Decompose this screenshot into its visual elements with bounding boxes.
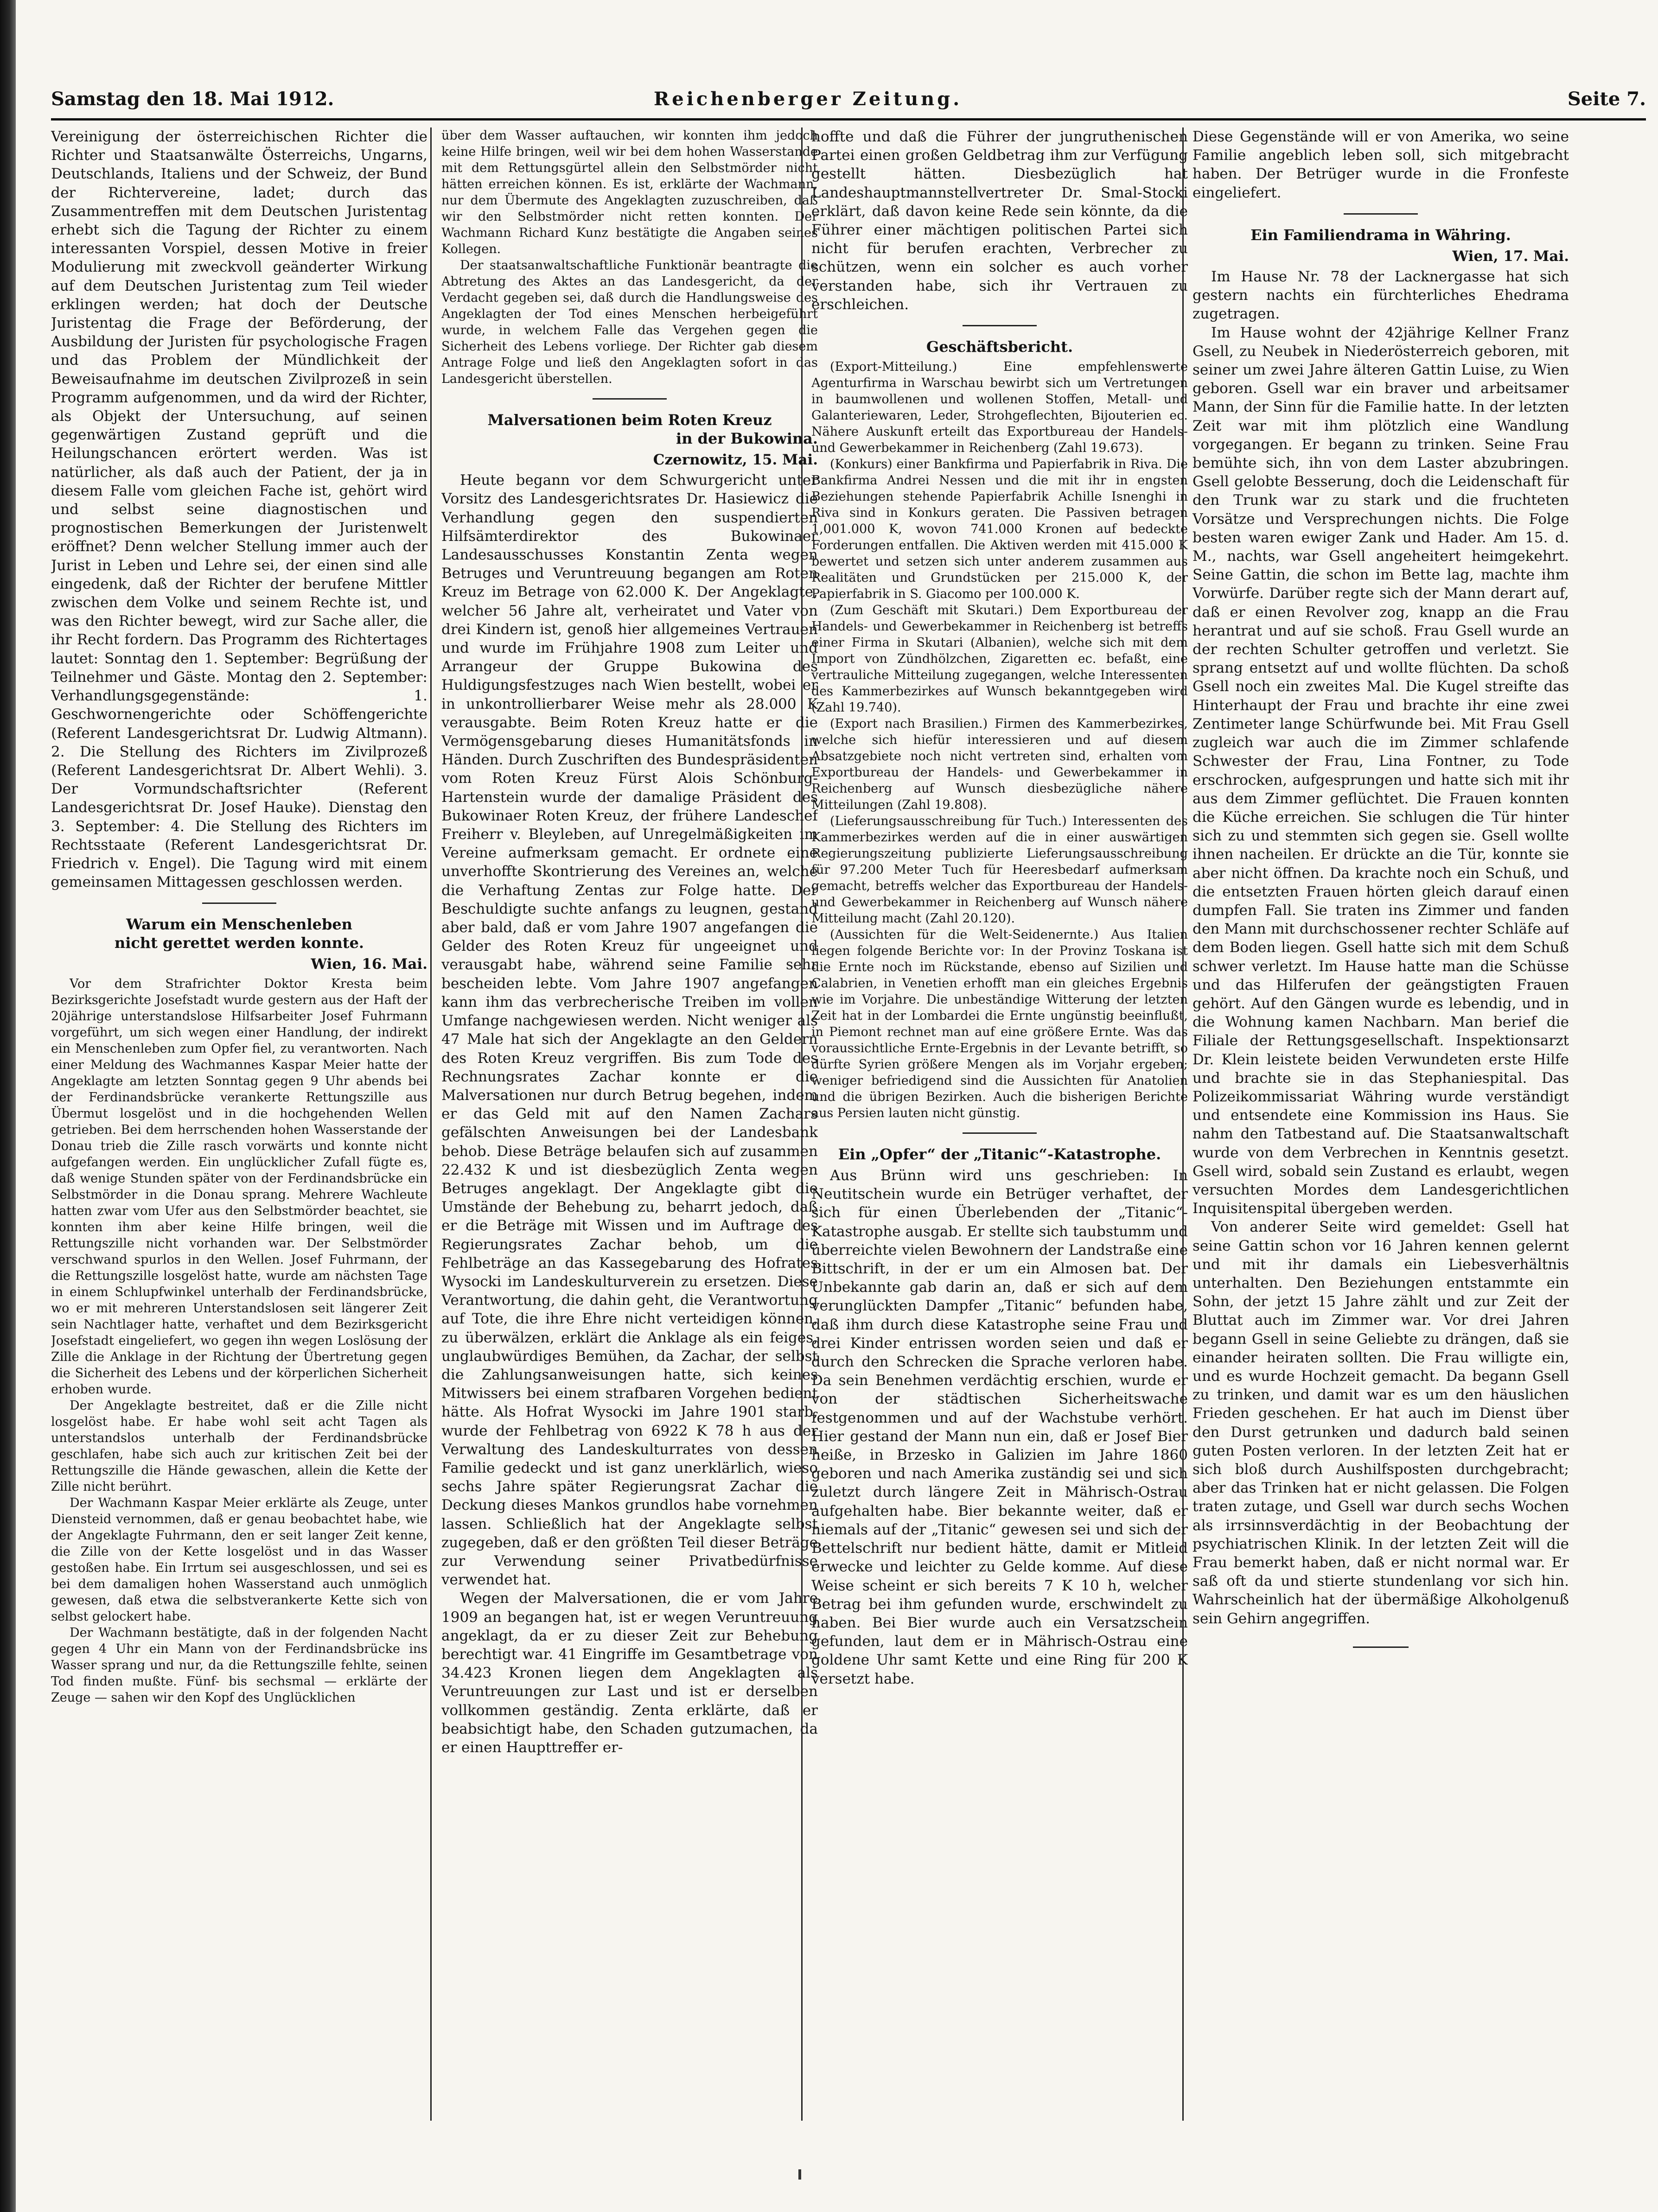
article-separator	[1344, 213, 1418, 215]
column-4	[1192, 127, 1569, 2139]
article-text: Vor dem Strafrichter Doktor Kresta beim Bezirksgerichte Josefstadt wurde gestern aus der Haft der 20jährige unterstandslose Hilfsarbeiter Josef Fuhrmann vorgeführt, um sich wegen einer Handlung, der indirekt ein Menschenleben zum Opfer fiel, zu verantworten. Nach einer Meldung des Wachmannes Kaspar Meier hatte der Angeklagte am letzten Sonntag gegen 9 Uhr abends bei der Ferdinandsbrücke verankerte Rettungszille aus Übermut losgelöst und in die hochgehenden Wellen getrieben. Bei dem herrschenden hohen Wasserstande der Donau trieb die Zille rasch vorwärts und konnte nicht aufgefangen werden. Ein unglücklicher Zufall fügte es, daß wenige Stunden später von der Ferdinandsbrücke ein Selbstmörder in die Donau sprang. Mehrere Wachleute hatten zwar vom Ufer aus den Selbstmörder beachtet, sie konnten ihm aber keine Hilfe bringen, weil die Rettungszille nicht vorhanden war. Der Selbstmörder verschwand spurlos in den Wellen. Josef Fuhrmann, der die Rettungszille losgelöst hatte, wurde am nächsten Tage in einem Schlupfwinkel unterhalb der Ferdinandsbrücke, wo er mit mehreren Unterstandslosen seit längerer Zeit sein Nachtlager hatte, verhaftet und dem Bezirksgericht Josefstadt eingeliefert, wo gegen ihn wegen Loslösung der Zille die Anklage in der Richtung der Übertretung gegen die Sicherheit des Lebens und der körperlichen Sicherheit erhoben wurde.	[51, 976, 427, 1397]
article-text: hoffte und daß die Führer der jungruthenischen Partei einen großen Geldbetrag ihm zur Verfügung gestellt hätten. Diesbezüglich hat Landeshauptmannstellvertreter Dr. Smal-Stocki erklärt, daß davon keine Rede sein könnte, da die Führer einer mächtigen politischen Partei sich nicht für berufen erachten, Verbrecher zu schützen, wenn ein solcher es auch vorher verstanden habe, sich ihr Vertrauen zu erschleichen.	[811, 128, 1188, 313]
article-text: Vereinigung der österreichischen Richter die Richter und Staatsanwälte Österreichs, Ungarns, Deutschlands, Italiens und der Schweiz, der Bund der Richtervereine, ladet; durch das Zusammentreffen mit dem Deutschen Juristentag erhebt sich die Tagung der Richter zu einem interessanten Vorspiel, dessen Motive in freier Modulierung mit zweckvoll geänderter Wirkung auf dem Deutschen Juristentag zum Teil wieder erklingen werden; hat doch der Deutsche Juristentag die Frage der Beförderung, der Ausbildung der Juristen für psychologische Fragen und das Problem der Mündlichkeit der Beweisaufnahme im deutschen Zivilprozeß in sein Programm aufgenommen, und da wird der Richter, als Objekt der Untersuchung, auf seinen gegenwärtigen Zustand geprüft und die Heilungschancen erörtert werden. Was ist natürlicher, als daß auch der Patient, der ja in diesem Falle vom gleichen Fache ist, gehört wird und selbst seine diagnostischen und prognostischen Bemerkungen der Juristenwelt eröffnet? Denn welcher Stellung immer auch der Jurist in Leben und Lehre sei, der einen sind alle eingedenk, daß der Richter der berufene Mittler zwischen dem Volke und seinem Rechte ist, und was den Richter bewegt, wird zur Sache aller, die ihr Recht fordern. Das Programm des Richtertages lautet: Sonntag den 1. September: Begrüßung der Teilnehmer und Gäste. Montag den 2. September: Verhandlungsgegenstände: 1. Geschwornengerichte oder Schöffengerichte (Referent Landesgerichtsrat Dr. Ludwig Altmann). 2. Die Stellung des Richters im Zivilprozeß (Referent Landesgerichtsrat Dr. Albert Wehli). 3. Der Vormundschaftsrichter (Referent Landesgerichtsrat Dr. Josef Hauke). Dienstag den 3. September: 4. Die Stellung des Richters im Rechtsstaate (Referent Landesgerichtsrat Dr. Friedrich v. Engel). Die Tagung wird mit einem gemeinsamen Mittagessen geschlossen werden.	[51, 128, 427, 891]
article-separator	[963, 325, 1037, 326]
article-text: Im Hause Nr. 78 der Lacknergasse hat sich gestern nachts ein fürchterliches Ehedrama zugetragen.	[1192, 268, 1569, 323]
article-separator	[202, 903, 276, 904]
article-headline	[441, 411, 818, 448]
article-headline	[51, 915, 427, 952]
column-2	[441, 127, 818, 2139]
article-text: Heute begann vor dem Schwurgericht unter Vorsitz des Landesgerichtsrates Dr. Hasiewicz die Verhandlung gegen den suspendierten Hilfsämterdirektor des Bukowinaer Landesausschusses Konstantin Zenta wegen Betruges und Veruntreuung begangen am Roten Kreuz im Betrage von 62.000 K. Der Angeklagte, welcher 56 Jahre alt, verheiratet und Vater von drei Kindern ist, genoß hier allgemeines Vertrauen und wurde im Frühjahre 1908 zum Leiter und Arrangeur der Gruppe Bukowina des Huldigungsfestzuges nach Wien bestellt, wobei er in unkontrollierbarer Weise mehr als 28.000 K verausgabte. Beim Roten Kreuz hatte er die Vermögensgebarung dieses Humanitätsfonds in Händen. Durch Zuschriften des Bundespräsidenten vom Roten Kreuz Fürst Alois Schönburg-Hartenstein wurde der damalige Präsident des Bukowinaer Roten Kreuz, der frühere Landeschef Freiherr v. Bleyleben, auf Unregelmäßigkeiten im Vereine aufmerksam gemacht. Er ordnete eine unverhoffte Skontrierung des Vereines an, welche die Verhaftung Zentas zur Folge hatte. Der Beschuldigte suchte anfangs zu leugnen, gestand aber bald, daß er vom Jahre 1907 angefangen die Gelder des Roten Kreuz für ungeeignet und verausgabt habe, während seine Familie sehr bescheiden lebte. Vom Jahre 1907 angefangen kann ihm das verbrecherische Treiben im vollen Umfange nachgewiesen werden. Nicht weniger als 47 Male hat sich der Angeklagte an den Geldern des Roten Kreuz vergriffen. Bis zum Tode des Rechnungsrates Zachar konnte er die Malversationen nur durch Betrug begehen, indem er das Geld mit auf den Namen Zachars gefälschten Anweisungen bei der Landesbank behob. Diese Beträge belaufen sich auf zusammen 22.432 K und ist diesbezüglich Zenta wegen Betruges angeklagt. Der Angeklagte gibt die Umstände der Behebung zu, beharrt jedoch, daß er die Beträge mit Wissen und im Auftrage des Regierungsrates Zachar behob, um die Fehlbeträge an das Kassegebarung des Hofrates Wysocki im Landeskulturverein zu ersetzen. Diese Verantwortung, die dahin geht, die Verantwortung auf Tote, die ihre Ehre nicht verteidigen können, zu überwälzen, erklärt die Anklage als ein feiges, unglaubwürdiges Bemühen, da Zachar, der selbst die Zahlungsanweisungen hatte, sich keines Mitwissers bei einem strafbaren Vorgehen bedient hätte. Als Hofrat Wysocki im Jahre 1901 starb, wurde der Fehlbetrag von 6922 K 78 h aus der Verwaltung des Landeskulturrates von dessen Familie gedeckt und ist ganz unerklärlich, wieso sechs Jahre später Regierungsrat Zachar die Deckung dieses Mankos grundlos habe vornehmen lassen. Schließlich hat der Angeklagte selbst zugegeben, daß er den größten Teil dieser Beträge zur Verwendung seiner Privatbedürfnisse verwendet hat.	[441, 472, 818, 1589]
dateline: Wien, 16. Mai.	[311, 956, 427, 973]
bottom-mark	[798, 2169, 801, 2180]
article-headline: Ein „Opfer“ der „Titanic“-Katastrophe.	[838, 1145, 1161, 1163]
article-separator	[963, 1132, 1037, 1134]
business-item: (Export nach Brasilien.) Firmen des Kammerbezirkes, welche sich hiefür interessieren und auf diesem Absatzgebiete noch nicht vertreten sind, erhalten vom Exportbureau der Handels- und Gewerbekammer in Reichenberg auf Wunsch diesbezügliche nähere Mitteilungen (Zahl 19.808).	[811, 717, 1188, 813]
headline-line-2: nicht gerettet werden konnte.	[114, 934, 364, 952]
article-body-small	[51, 976, 427, 1706]
article-body-small	[441, 127, 818, 387]
article-text: Der Wachmann bestätigte, daß in der folgenden Nacht gegen 4 Uhr ein Mann von der Ferdinandsbrücke ins Wasser sprang und nur, da die Rettungszille fehlte, seinen Tod finden mußte. Fünf- bis sechsmal — erklärte der Zeuge — sahen wir den Kopf des Unglücklichen	[51, 1625, 427, 1705]
column-1	[51, 127, 427, 2139]
article-text: Diese Gegenstände will er von Amerika, wo seine Familie angeblich leben soll, sich mitgebracht haben. Der Betrüger wurde in die Fronfeste eingeliefert.	[1192, 128, 1569, 201]
headline-line-2: in der Bukowina.	[676, 430, 818, 447]
page-binding-edge	[0, 0, 16, 2212]
article-text: Der Wachmann Kaspar Meier erklärte als Zeuge, unter Diensteid vernommen, daß er genau beobachtet habe, wie der Angeklagte Fuhrmann, den er seit langer Zeit kenne, die Zille von der Kette losgelöst und in das Wasser gestoßen habe. Ein Irrtum sei ausgeschlossen, und sei es bei dem damaligen hohen Wasserstand auch unmöglich gewesen, daß etwa die selbstverankerte Kette sich von selbst gelockert habe.	[51, 1495, 427, 1624]
column-3	[811, 127, 1188, 2139]
business-report	[811, 359, 1188, 1121]
article-text: Der staatsanwaltschaftliche Funktionär beantragte die Abtretung des Aktes an das Landesgericht, da der Verdacht gegeben sei, daß durch die Handlungsweise des Angeklagten der Tod eines Menschen herbeigeführt wurde, in welchem Falle das Vergehen gegen die Sicherheit des Lebens vorliege. Der Richter gab diesem Antrage Folge und ließ den Angeklagten sofort in das Landesgericht überstellen.	[441, 258, 818, 386]
business-item: (Lieferungsausschreibung für Tuch.) Interessenten des Kammerbezirkes werden auf die in einer auswärtigen Regierungszeitung publizierte Lieferungsausschreibung für 97.200 Meter Tuch für Heeresbedarf aufmerksam gemacht, betreffs welcher das Exportbureau der Handels- und Gewerbekammer in Reichenberg auf Wunsch nähere Mitteilung macht (Zahl 20.120).	[811, 814, 1188, 926]
headline-line-1: Malversationen beim Roten Kreuz	[487, 411, 772, 429]
masthead-rule	[51, 118, 1646, 121]
masthead	[51, 88, 1646, 121]
headline-line-1: Warum ein Menschenleben	[126, 915, 352, 934]
column-rule	[430, 127, 432, 2121]
newspaper-title: Reichenberger Zeitung.	[654, 88, 963, 110]
business-item: (Aussichten für die Welt-Seidenernte.) Aus Italien liegen folgende Berichte vor: In der Provinz Toskana ist die Ernte noch im Rückstande, ebenso auf Sizilien und Calabrien, in Venetien erhofft man ein gleiches Ergebnis wie im Vorjahre. Die unbeständige Witterung der letzten Zeit hat in der Lombardei die Ernte ungünstig beeinflußt, in Piemont rechnet man auf eine größere Ernte. Was das voraussichtliche Ernte-Ergebnis in der Levante betrifft, so dürfte Syrien größere Mengen als im Vorjahr ergeben; weniger befriedigend sind die Aussichten für Anatolien und die übrigen Bezirken. Auch die bisherigen Berichte aus Persien lauten nicht günstig.	[811, 928, 1188, 1121]
business-item: (Konkurs) einer Bankfirma und Papierfabrik in Riva. Die Bankfirma Andrei Nessen und die mit ihr in engsten Beziehungen stehende Papierfabrik Achille Isnenghi in Riva sind in Konkurs geraten. Die Passiven betragen 1,001.000 K, wovon 741.000 Kronen auf bedeckte Forderungen entfallen. Die Aktiven werden mit 415.000 K bewertet und setzen sich unter anderem zusammen aus Realitäten und Grundstücken per 215.000 K, der Papierfabrik in S. Giacomo per 100.000 K.	[811, 457, 1188, 602]
business-item: (Export-Mitteilung.) Eine empfehlenswerte Agenturfirma in Warschau bewirbt sich um Vertretungen in baumwollenen und wollenen Stoffen, Metall- und Galanteriewaren, Leder, Strohgeflechten, Bijouterien ec. Nähere Auskunft erteilt das Exportbureau der Handels- und Gewerbekammer in Reichenberg (Zahl 19.673).	[811, 360, 1188, 456]
dateline: Wien, 17. Mai.	[1452, 248, 1569, 265]
dateline: Czernowitz, 15. Mai.	[653, 451, 818, 468]
article-separator	[593, 398, 667, 400]
issue-date: Samstag den 18. Mai 1912.	[51, 88, 334, 110]
section-headline: Geschäftsbericht.	[926, 338, 1073, 356]
article-text: Der Angeklagte bestreitet, daß er die Zille nicht losgelöst habe. Er habe wohl seit acht Tagen als unterstandslos unterhalb der Ferdinandsbrücke geschlafen, habe sich auch zur kritischen Zeit bei der Rettungszille die Hände gewaschen, allein die Kette der Zille nicht berührt.	[51, 1398, 427, 1494]
article-text: Aus Brünn wird uns geschrieben: In Neutitschein wurde ein Betrüger verhaftet, der sich für einen Überlebenden der „Titanic“-Katastrophe ausgab. Er stellte sich taubstumm und überreichte vielen Bewohnern der Landstraße eine Bittschrift, in der er um ein Almosen bat. Der Unbekannte gab darin an, daß er sich auf dem verunglückten Dampfer „Titanic“ befunden habe, daß ihm durch diese Katastrophe seine Frau und drei Kinder entrissen worden seien und daß er durch den Schrecken die Sprache verloren habe. Da sein Benehmen verdächtig erschien, wurde er von der städtischen Sicherheitswache festgenommen und auf der Wachstube verhört. Hier gestand der Mann nun ein, daß er Josef Bier heiße, in Brzesko in Galizien im Jahre 1860 geboren und nach Amerika zuständig sei und sich zuletzt durch längere Zeit in Mährisch-Ostrau aufgehalten habe. Bier bekannte weiter, daß er niemals auf der „Titanic“ gewesen sei und sich der Bettelschrift nur bedient hätte, damit er Mitleid erwecke und leichter zu Gelde komme. Auf diese Weise scheint er sich bereits 7 K 10 h, welcher Betrag bei ihm gefunden wurde, erschwindelt zu haben. Bei Bier wurde auch ein Versatzschein gefunden, laut dem er in Mährisch-Ostrau eine goldene Uhr samt Kette und eine Ring für 200 K versetzt habe.	[811, 1167, 1188, 1687]
article-text: Von anderer Seite wird gemeldet: Gsell hat seine Gattin schon vor 16 Jahren kennen gelernt und mit ihr damals ein Liebesverhältnis unterhalten. Den Beziehungen entstammte ein Sohn, der jetzt 15 Jahre zählt und zur Zeit der Bluttat auch im Zimmer war. Vor drei Jahren begann Gsell in seine Geliebte zu drängen, daß sie einander heiraten sollten. Die Frau willigte ein, und es wurde Hochzeit gemacht. Da begann Gsell zu trinken, und damit war es um den häuslichen Frieden geschehen. Er hat auch im Dienst über den Durst getrunken und dadurch bald seinen guten Posten verloren. In der letzten Zeit hat er sich bloß durch Aushilfsposten durchgebracht; aber das Trinken hat er nicht gelassen. Die Folgen traten zutage, und Gsell war durch sechs Wochen als irrsinnsverdächtig in der Beobachtung der psychiatrischen Klinik. In der letzten Zeit will die Frau bemerkt haben, daß er nicht normal war. Er saß oft da und stierte stundenlang vor sich hin. Wahrscheinlich hat der übermäßige Alkoholgenuß sein Gehirn angegriffen.	[1192, 1219, 1569, 1627]
business-item: (Zum Geschäft mit Skutari.) Dem Exportbureau der Handels- und Gewerbekammer in Reichenberg ist betreffs einer Firma in Skutari (Albanien), welche sich mit dem Import von Zündhölzchen, Zigaretten ec. befaßt, eine vertrauliche Mitteilung zugegangen, welche Interessenten des Kammerbezirkes auf Wunsch bekanntgegeben wird (Zahl 19.740).	[811, 603, 1188, 715]
article-text: Wegen der Malversationen, die er vom Jahre 1909 an begangen hat, ist er wegen Veruntreuung angeklagt, da er zu dieser Zeit zur Behebung berechtigt war. 41 Eingriffe im Gesamtbetrage von 34.423 Kronen liegen dem Angeklagten als Veruntreuungen zur Last und ist er derselben vollkommen geständig. Zenta erklärte, daß er beabsichtigt habe, den Schaden gutzumachen, da er einen Haupttreffer er-	[441, 1590, 818, 1756]
article-end-rule	[1353, 1646, 1409, 1648]
page-number: Seite 7.	[1567, 88, 1646, 110]
article-text: über dem Wasser auftauchen, wir konnten ihm jedoch keine Hilfe bringen, weil wir bei dem hohen Wasserstande mit dem Rettungsgürtel allein den Selbstmörder nicht hätten erreichen können. Es ist, erklärte der Wachmann, nur dem Übermute des Angeklagten zuzuschreiben, daß wir den Selbstmörder nicht retten konnten. Der Wachmann Richard Kunz bestätigte die Angaben seines Kollegen.	[441, 128, 818, 256]
article-text: Im Hause wohnt der 42jährige Kellner Franz Gsell, zu Neubek in Niederösterreich geboren, mit seiner um zwei Jahre älteren Gattin Luise, zu Wien geboren. Gsell war ein braver und arbeitsamer Mann, der Sinn für die Familie hatte. In der letzten Zeit war mit ihm plötzlich eine Wandlung vorgegangen. Er begann zu trinken. Seine Frau bemühte sich, ihn von dem Laster abzubringen. Gsell gelobte Besserung, doch die Leidenschaft für den Trunk war zu stark und die fruchteten Vorsätze und Versprechungen nichts. Die Folge besten waren ewiger Zank und Hader. Am 15. d. M., nachts, war Gsell angeheitert heimgekehrt. Seine Gattin, die schon im Bette lag, machte ihm Vorwürfe. Darüber regte sich der Mann derart auf, daß er einen Revolver zog, knapp an die Frau herantrat und auf sie schoß. Frau Gsell wurde an der rechten Schulter getroffen und verletzt. Sie sprang entsetzt auf und wollte flüchten. Da schoß Gsell noch ein zweites Mal. Die Kugel streifte das Hinterhaupt der Frau und brachte ihr eine zwei Zentimeter lange Schürfwunde bei. Mit Frau Gsell zugleich war auch die im Zimmer schlafende Schwester der Frau, Lina Fontner, zu Tode erschrocken, aufgesprungen und hatte sich mit ihr aus dem Zimmer geflüchtet. Die Frauen konnten die Küche erreichen. Sie schlugen die Tür hinter sich zu und stemmten sich gegen sie. Gsell wollte ihnen nacheilen. Er drückte an die Tür, konnte sie aber nicht öffnen. Da krachte noch ein Schuß, und die entsetzten Frauen hörten gleich darauf einen dumpfen Fall. Sie traten ins Zimmer und fanden den Mann mit durchschossener rechter Schläfe auf dem Boden liegen. Gsell hatte sich mit dem Schuß schwer verletzt. Im Hause hatte man die Schüsse und das Hilferufen der geängstigten Frauen gehört. Auf den Gängen wurde es lebendig, und in die Wohnung kamen Nachbarn. Man berief die Filiale der Rettungsgesellschaft. Inspektionsarzt Dr. Klein leistete beiden Verwundeten erste Hilfe und brachte sie in das Stephaniespital. Das Polizeikommissariat Währing wurde verständigt und entsendete eine Kommission ins Haus. Sie nahm den Tatbestand auf. Die Staatsanwaltschaft wurde von dem Verbrechen in Kenntnis gesetzt. Gsell wird, sobald sein Zustand es erlaubt, wegen versuchten Mordes dem Landesgerichtlichen Inquisitenspital übergeben werden.	[1192, 324, 1569, 1217]
article-headline: Ein Familiendrama in Währing.	[1250, 226, 1511, 244]
